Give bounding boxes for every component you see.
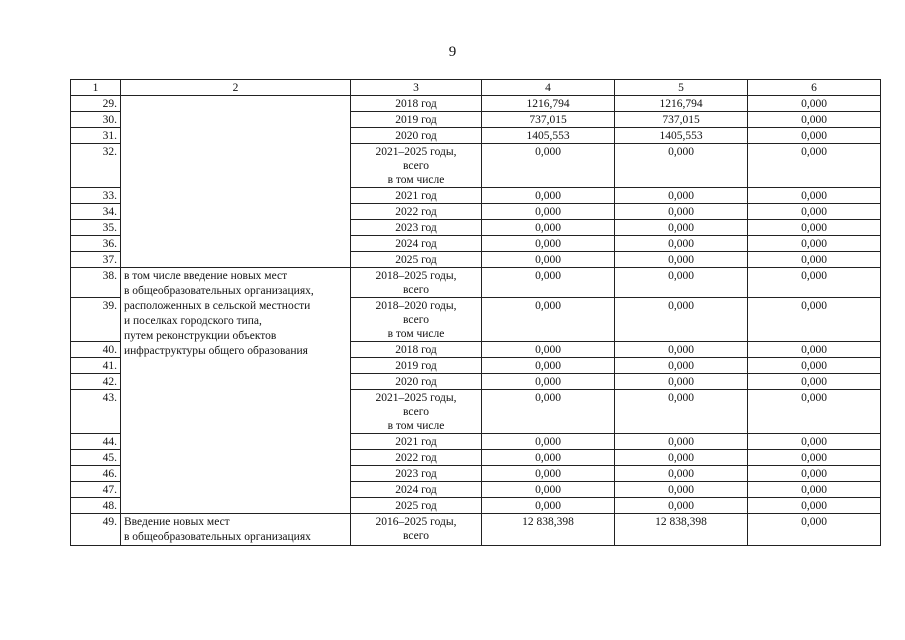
row-number-cell: 42. [71,374,121,390]
funding-table [70,79,881,546]
period-cell: 2024 год [351,482,482,498]
value-cell-col6: 0,000 [748,342,881,358]
value-cell-col6: 0,000 [748,482,881,498]
value-cell-col5: 1405,553 [615,128,748,144]
value-cell-col5: 0,000 [615,204,748,220]
header-row [71,80,881,96]
row-number-cell: 46. [71,466,121,482]
value-cell-col4: 0,000 [482,298,615,342]
row-number-cell: 39. [71,298,121,342]
value-cell-col6: 0,000 [748,298,881,342]
value-cell-col5: 0,000 [615,482,748,498]
value-cell-col5: 0,000 [615,466,748,482]
row-number-cell: 49. [71,514,121,546]
period-cell: 2019 год [351,358,482,374]
value-cell-col5: 0,000 [615,298,748,342]
value-cell-col5: 0,000 [615,342,748,358]
description-cell [121,96,351,268]
value-cell-col6: 0,000 [748,204,881,220]
row-number-cell: 31. [71,128,121,144]
value-cell-col4: 0,000 [482,188,615,204]
period-cell: 2021 год [351,188,482,204]
value-cell-col5: 0,000 [615,358,748,374]
row-number-cell: 37. [71,252,121,268]
value-cell-col6: 0,000 [748,220,881,236]
value-cell-col4: 0,000 [482,252,615,268]
value-cell-col4: 0,000 [482,434,615,450]
value-cell-col4: 0,000 [482,358,615,374]
value-cell-col4: 0,000 [482,204,615,220]
value-cell-col6: 0,000 [748,268,881,298]
header-cell: 3 [351,80,482,96]
header-cell: 5 [615,80,748,96]
value-cell-col5: 737,015 [615,112,748,128]
value-cell-col4: 1405,553 [482,128,615,144]
value-cell-col5: 0,000 [615,434,748,450]
row-number-cell: 45. [71,450,121,466]
value-cell-col6: 0,000 [748,434,881,450]
row-number-cell: 32. [71,144,121,188]
period-cell: 2025 год [351,252,482,268]
row-number-cell: 48. [71,498,121,514]
value-cell-col6: 0,000 [748,450,881,466]
row-number-cell: 29. [71,96,121,112]
period-cell: 2020 год [351,128,482,144]
value-cell-col6: 0,000 [748,188,881,204]
page-number: 9 [448,44,457,60]
value-cell-col4: 0,000 [482,374,615,390]
header-cell: 2 [121,80,351,96]
period-cell: 2018 год [351,342,482,358]
row-number-cell: 38. [71,268,121,298]
row-number-cell: 30. [71,112,121,128]
value-cell-col6: 0,000 [748,128,881,144]
value-cell-col4: 0,000 [482,390,615,434]
value-cell-col4: 0,000 [482,450,615,466]
value-cell-col5: 0,000 [615,268,748,298]
value-cell-col4: 0,000 [482,342,615,358]
value-cell-col4: 0,000 [482,268,615,298]
period-cell: 2018 год [351,96,482,112]
value-cell-col6: 0,000 [748,236,881,252]
value-cell-col4: 1216,794 [482,96,615,112]
value-cell-col4: 737,015 [482,112,615,128]
value-cell-col4: 0,000 [482,482,615,498]
period-cell: 2021–2025 годы, всего в том числе [351,390,482,434]
row-number-cell: 40. [71,342,121,358]
value-cell-col5: 12 838,398 [615,514,748,546]
description-cell: Введение новых мест в общеобразовательных организациях [121,514,351,546]
value-cell-col6: 0,000 [748,466,881,482]
period-cell: 2023 год [351,466,482,482]
row-number-cell: 44. [71,434,121,450]
header-cell: 1 [71,80,121,96]
period-cell: 2024 год [351,236,482,252]
value-cell-col6: 0,000 [748,358,881,374]
value-cell-col5: 0,000 [615,498,748,514]
value-cell-col6: 0,000 [748,144,881,188]
period-cell: 2022 год [351,450,482,466]
table-body [71,80,881,546]
value-cell-col5: 0,000 [615,144,748,188]
table-row [71,96,881,112]
period-cell: 2020 год [351,374,482,390]
period-cell: 2016–2025 годы, всего [351,514,482,546]
table-row [71,268,881,298]
value-cell-col5: 0,000 [615,374,748,390]
value-cell-col5: 0,000 [615,188,748,204]
period-cell: 2019 год [351,112,482,128]
header-cell: 4 [482,80,615,96]
row-number-cell: 33. [71,188,121,204]
period-cell: 2025 год [351,498,482,514]
period-cell: 2021–2025 годы, всего в том числе [351,144,482,188]
value-cell-col4: 0,000 [482,498,615,514]
period-cell: 2023 год [351,220,482,236]
value-cell-col6: 0,000 [748,498,881,514]
period-cell: 2018–2020 годы, всего в том числе [351,298,482,342]
value-cell-col6: 0,000 [748,112,881,128]
value-cell-col6: 0,000 [748,514,881,546]
value-cell-col5: 0,000 [615,220,748,236]
row-number-cell: 35. [71,220,121,236]
value-cell-col6: 0,000 [748,390,881,434]
row-number-cell: 43. [71,390,121,434]
value-cell-col4: 12 838,398 [482,514,615,546]
period-cell: 2021 год [351,434,482,450]
period-cell: 2018–2025 годы, всего [351,268,482,298]
header-cell: 6 [748,80,881,96]
table-row [71,514,881,546]
value-cell-col6: 0,000 [748,96,881,112]
row-number-cell: 34. [71,204,121,220]
value-cell-col5: 0,000 [615,252,748,268]
value-cell-col4: 0,000 [482,220,615,236]
description-cell: в том числе введение новых мест в общеобразовательных организациях, расположенных в сельской местности и поселках городского типа, путем реконструкции объектов инфраструктуры общего образования [121,268,351,514]
row-number-cell: 41. [71,358,121,374]
value-cell-col5: 0,000 [615,450,748,466]
value-cell-col5: 1216,794 [615,96,748,112]
value-cell-col4: 0,000 [482,144,615,188]
row-number-cell: 36. [71,236,121,252]
value-cell-col6: 0,000 [748,374,881,390]
value-cell-col5: 0,000 [615,236,748,252]
value-cell-col4: 0,000 [482,466,615,482]
value-cell-col5: 0,000 [615,390,748,434]
row-number-cell: 47. [71,482,121,498]
value-cell-col6: 0,000 [748,252,881,268]
period-cell: 2022 год [351,204,482,220]
value-cell-col4: 0,000 [482,236,615,252]
